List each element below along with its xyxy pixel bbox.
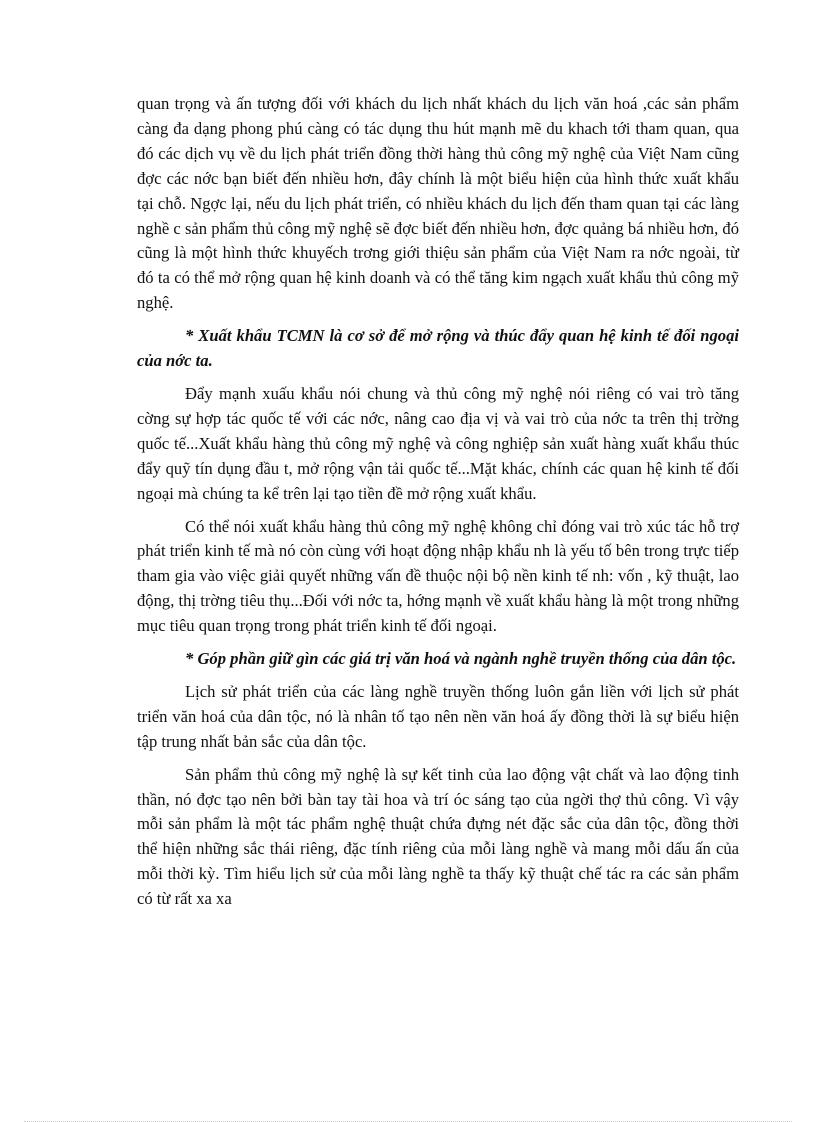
paragraph-craft-village-history: Lịch sử phát triển của các làng nghề truyền thống luôn gắn liền với lịch sử phát triển văn hoá của dân tộc, nó là nhân tố tạo nên nền văn hoá ấy đồng thời là sự biểu hiện tập trung nhất bản sắc của dân tộc. bbox=[137, 681, 739, 751]
paragraph-tourism-export: quan trọng và ấn tượng đối với khách du lịch nhất khách du lịch văn hoá ,các sản phẩm càng đa dạng phong phú càng có tác dụng thu hút mạnh mẽ du khach tới tham quan, qua đó các dịch vụ về du lịch phát triển đồng thời hàng thủ công mỹ nghệ của Việt Nam cũng đợc các nớc bạn biết đến nhiều hơn, đây chính là một biểu hiện của hình thức xuất khẩu tại chỗ. Ngợc lại, nếu du lịch phát triển, có nhiều khách du lịch đến tham quan tại các làng nghề c sản phẩm thủ công mỹ nghệ sẽ đợc biết đến nhiều hơn, đợc quảng bá nhiều hơn, đó cũng là một hình thức khuyếch trơng giới thiệu sản phẩm của Việt Nam ra nớc ngoài, từ đó ta có thể mở rộng quan hệ kinh doanh và có thể tăng kim ngạch xuất khẩu thủ công mỹ nghệ. bbox=[137, 94, 739, 313]
paragraph-catalyst-role: Có thể nói xuất khẩu hàng thủ công mỹ nghệ không chỉ đóng vai trò xúc tác hỗ trợ phát triển kinh tế mà nó còn cùng với hoạt động nhập khẩu nh là yếu tố bên trong trực tiếp tham gia vào việc giải quyết những vấn đề thuộc nội bộ nền kinh tế nh: vốn , kỹ thuật, lao động, thị trờng tiêu thụ...Đối với nớc ta, hớng mạnh về xuất khẩu hàng là một trong những mục tiêu quan trọng trong phát triển kinh tế đối ngoại. bbox=[137, 516, 739, 636]
document-page bbox=[137, 92, 739, 920]
heading-preserve-culture: * Góp phần giữ gìn các giá trị văn hoá và ngành nghề truyền thống của dân tộc. bbox=[185, 649, 737, 669]
page-bottom-divider bbox=[24, 1121, 792, 1122]
heading-foreign-economic-relations: * Xuất khẩu TCMN là cơ sở để mở rộng và thúc đẩy quan hệ kinh tế đối ngoại của nớc ta. bbox=[137, 326, 739, 371]
paragraph-handicraft-product: Sản phẩm thủ công mỹ nghệ là sự kết tinh của lao động vật chất và lao động tinh thần, nó đợc tạo nên bởi bàn tay tài hoa và trí óc sáng tạo của ngời thợ thủ công. Vì vậy mỗi sản phẩm là một tác phẩm nghệ thuật chứa đựng nét đặc sắc của dân tộc, đồng thời thể hiện những sắc thái riêng, đặc tính riêng của mỗi làng nghề và mang mỗi dấu ấn của mỗi thời kỳ. Tìm hiểu lịch sử của mỗi làng nghề ta thấy kỹ thuật chế tác ra các sản phẩm có từ rất xa xa bbox=[137, 764, 739, 909]
paragraph-promote-export-role: Đẩy mạnh xuấu khẩu nói chung và thủ công mỹ nghệ nói riêng có vai trò tăng cờng sự hợp tác quốc tế với các nớc, nâng cao địa vị và vai trò của nớc ta trên thị trờng quốc tế...Xuất khẩu hàng thủ công mỹ nghệ và công nghiệp sản xuất hàng xuất khẩu thúc đẩy quỹ tín dụng đầu t, mở rộng vận tải quốc tế...Mặt khác, chính các quan hệ kinh tế đối ngoại mà chúng ta kể trên lại tạo tiền đề mở rộng xuất khẩu. bbox=[137, 383, 739, 503]
